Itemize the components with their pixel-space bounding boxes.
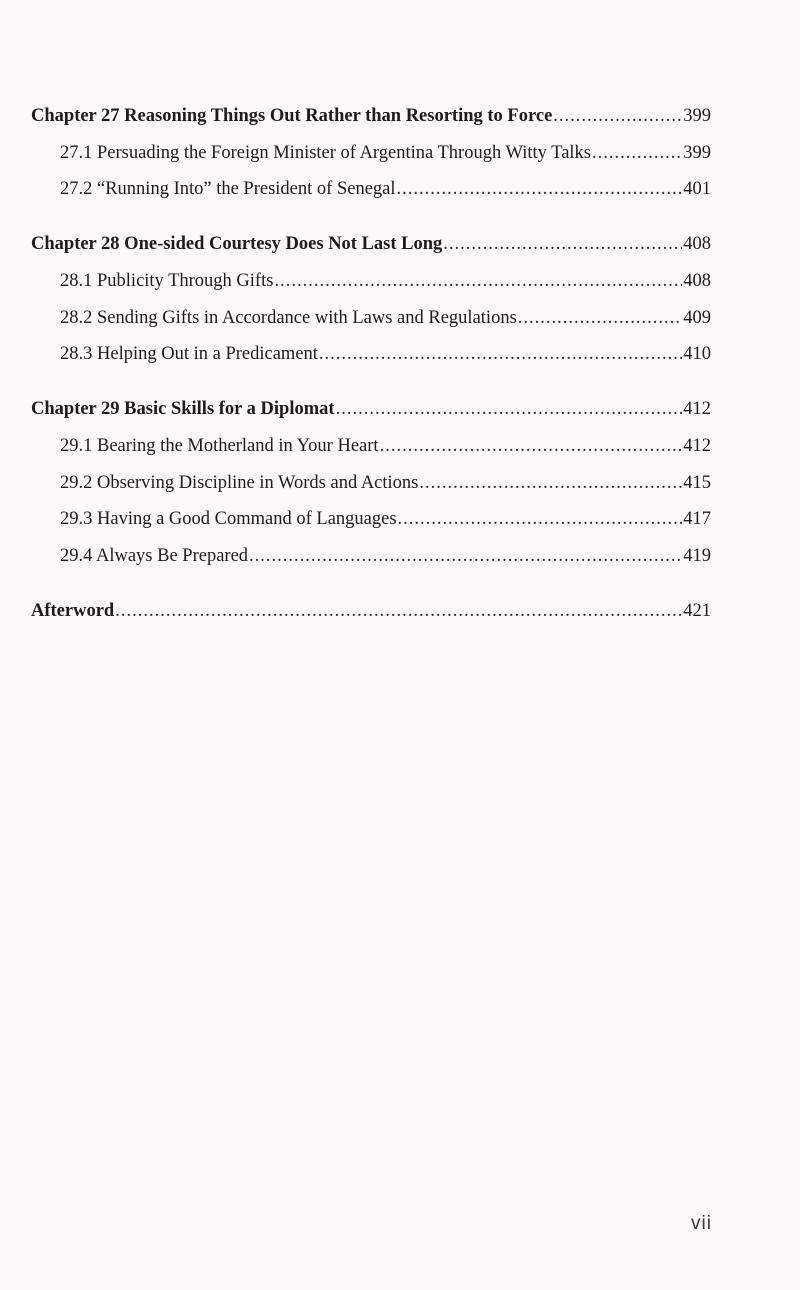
toc-entry-chapter-29 (31, 397, 711, 421)
dot-leader (518, 306, 682, 330)
toc-entry-section-28-2 (31, 306, 711, 330)
toc-entry-section-27-2 (31, 177, 711, 201)
toc-entry-page: 408 (683, 271, 711, 291)
toc-entry-page: 399 (683, 143, 711, 163)
toc-entry-section-28-1 (31, 269, 711, 293)
dot-leader (249, 544, 682, 568)
dot-leader (419, 471, 682, 495)
toc-entry-section-27-1 (31, 141, 711, 165)
page-number: vii (691, 1213, 712, 1234)
dot-leader (398, 507, 683, 531)
dot-leader (592, 141, 682, 165)
toc-entry-page: 412 (683, 436, 711, 456)
toc-entry-page: 419 (683, 546, 711, 566)
dot-leader (397, 177, 683, 201)
toc-entry-section-29-1 (31, 434, 711, 458)
toc-entry-page: 410 (683, 344, 711, 364)
toc-entry-title: Chapter 27 Reasoning Things Out Rather than Resorting to Force (31, 106, 553, 126)
toc-entry-section-29-4 (31, 544, 711, 568)
toc-entry-title: 29.1 Bearing the Motherland in Your Heart (60, 436, 379, 456)
toc-entry-title: Chapter 28 One-sided Courtesy Does Not Last Long (31, 234, 443, 254)
toc-entry-page: 409 (683, 308, 711, 328)
dot-leader (319, 342, 682, 366)
toc-entry-chapter-28 (31, 232, 711, 256)
toc-entry-title: 27.1 Persuading the Foreign Minister of Argentina Through Witty Talks (60, 143, 591, 163)
toc-entry-title: 28.2 Sending Gifts in Accordance with Laws and Regulations (60, 308, 517, 328)
toc-entry-title: 27.2 “Running Into” the President of Senegal (60, 179, 396, 199)
toc-entry-page: 415 (683, 473, 711, 493)
toc-entry-title: Chapter 29 Basic Skills for a Diplomat (31, 399, 335, 419)
toc-entry-page: 412 (683, 399, 711, 419)
toc-entry-page: 408 (683, 234, 711, 254)
toc-entry-title: 29.2 Observing Discipline in Words and Actions (60, 473, 419, 493)
dot-leader (115, 599, 682, 623)
dot-leader (380, 434, 683, 458)
toc-entry-afterword (31, 599, 711, 623)
toc-entry-title: 29.3 Having a Good Command of Languages (60, 509, 397, 529)
toc-entry-chapter-27 (31, 104, 711, 128)
toc-entry-title: 28.1 Publicity Through Gifts (60, 271, 274, 291)
toc-entry-page: 417 (683, 509, 711, 529)
toc-entry-title: 29.4 Always Be Prepared (60, 546, 249, 566)
toc-entry-section-29-3 (31, 507, 711, 531)
dot-leader (336, 397, 683, 421)
toc-entry-page: 401 (683, 179, 711, 199)
dot-leader (443, 232, 682, 256)
toc-entry-page: 421 (683, 601, 711, 621)
toc-entry-section-28-3 (31, 342, 711, 366)
toc-entry-title: 28.3 Helping Out in a Predicament (60, 344, 318, 364)
toc-entry-title: Afterword (31, 601, 115, 621)
dot-leader (553, 104, 682, 128)
toc-entry-section-29-2 (31, 471, 711, 495)
toc-entry-page: 399 (683, 106, 711, 126)
dot-leader (274, 269, 682, 293)
